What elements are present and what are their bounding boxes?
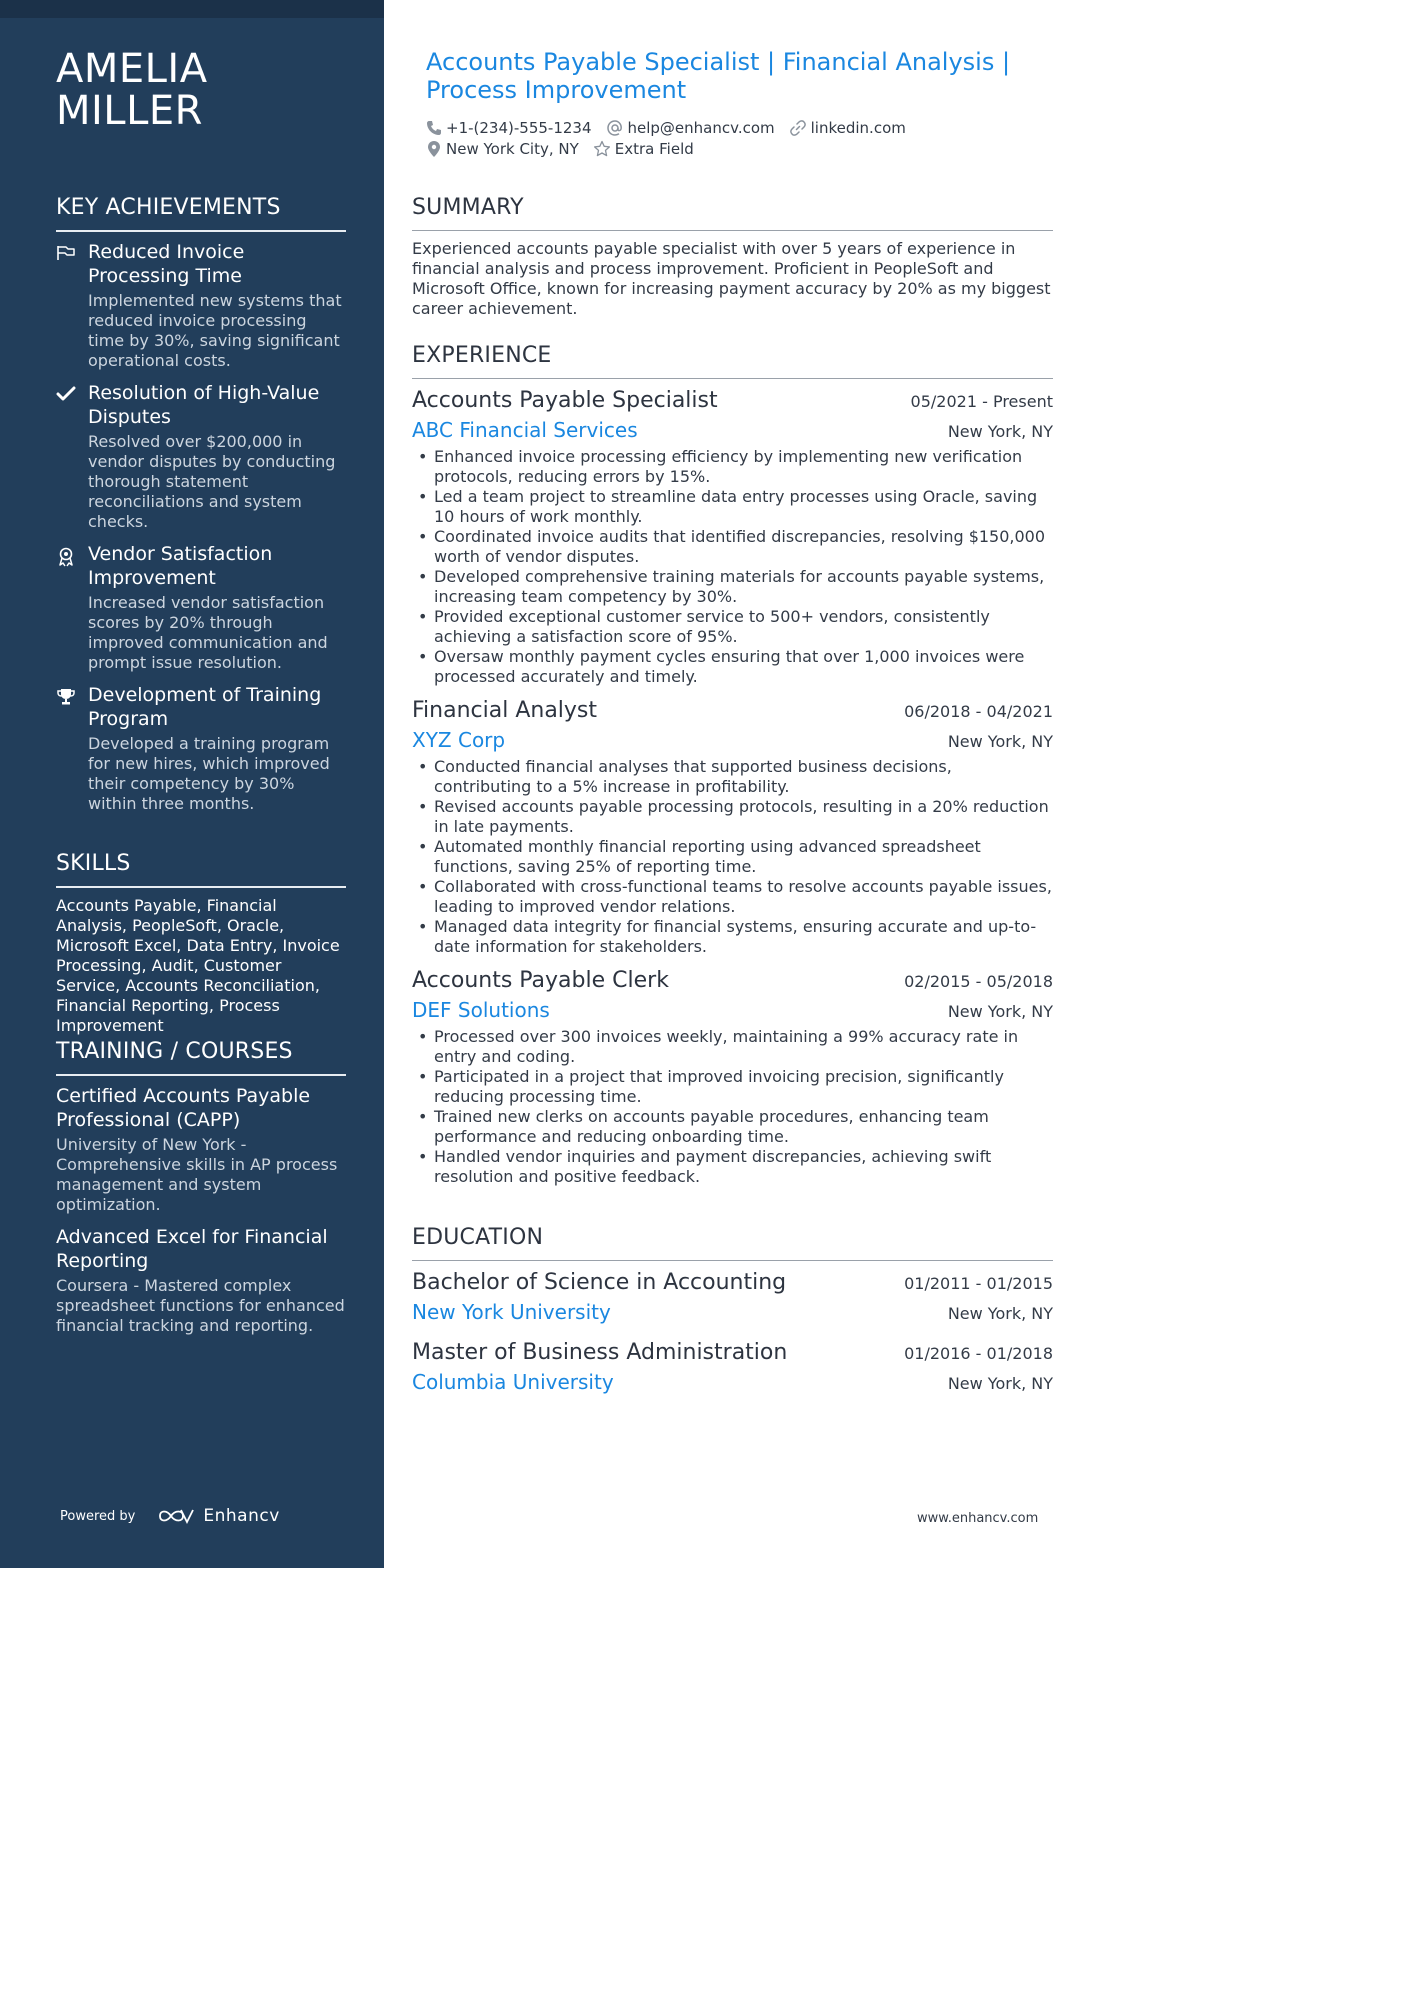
enhancv-logo-icon	[157, 1506, 195, 1526]
summary-text: Experienced accounts payable specialist with over 5 years of experience in financial analysis and process improvement. Proficient in PeopleSoft and Microsoft Office, known for increasing payment accuracy by 20% as my biggest career achievement.	[412, 239, 1051, 318]
job-dates: 05/2021 - Present	[910, 392, 1053, 411]
summary-heading: SUMMARY	[412, 194, 1053, 231]
bullet-item: • Handled vendor inquiries and payment discrepancies, achieving swift resolution and positive feedback.	[412, 1147, 1053, 1187]
education-entry	[412, 1339, 1053, 1395]
phone-contact[interactable]	[426, 119, 592, 137]
company-name: XYZ Corp	[412, 728, 506, 752]
degree-title: Master of Business Administration	[412, 1340, 788, 1365]
training-heading: TRAINING / COURSES	[56, 1038, 346, 1076]
achievement-item	[56, 683, 346, 814]
company-name: DEF Solutions	[412, 998, 550, 1022]
achievement-desc: Increased vendor satisfaction scores by 20% through improved communication and prompt issue resolution.	[88, 593, 328, 672]
bullet-item: • Developed comprehensive training materials for accounts payable systems, increasing team competency by 30%.	[412, 567, 1053, 607]
job-location: New York, NY	[947, 422, 1053, 441]
bullet-item: • Coordinated invoice audits that identified discrepancies, resolving $150,000 worth of vendor disputes.	[412, 527, 1053, 567]
achievement-title: Reduced Invoice Processing Time	[88, 241, 245, 287]
candidate-name	[56, 48, 208, 132]
job-title: Accounts Payable Specialist	[412, 388, 718, 413]
bullet-item: • Revised accounts payable processing protocols, resulting in a 20% reduction in late payments.	[412, 797, 1053, 837]
bullet-item: • Automated monthly financial reporting using advanced spreadsheet functions, saving 25% of reporting time.	[412, 837, 1053, 877]
trophy-icon	[56, 688, 78, 814]
achievement-title: Resolution of High-Value Disputes	[88, 382, 320, 428]
key-achievements-heading: KEY ACHIEVEMENTS	[56, 194, 346, 232]
footer-url[interactable]: www.enhancv.com	[917, 1511, 1039, 1526]
email-contact[interactable]	[606, 119, 775, 137]
email-text: help@enhancv.com	[627, 118, 775, 137]
at-icon	[606, 119, 624, 137]
course-desc: University of New York - Comprehensive skills in AP process management and system optimization.	[56, 1135, 338, 1214]
sidebar	[0, 0, 384, 1568]
flag-icon	[56, 245, 78, 371]
powered-by	[60, 1506, 280, 1526]
education-entry	[412, 1269, 1053, 1325]
bullet-item: • Oversaw monthly payment cycles ensuring that over 1,000 invoices were processed accurately and timely.	[412, 647, 1053, 687]
job-dates: 06/2018 - 04/2021	[904, 702, 1053, 721]
job-title: Financial Analyst	[412, 698, 598, 723]
skills-section	[56, 850, 346, 1036]
achievement-desc: Implemented new systems that reduced invoice processing time by 30%, saving significant operational costs.	[88, 291, 342, 370]
achievement-desc: Resolved over $200,000 in vendor disputes by conducting thorough statement reconciliations and system checks.	[88, 432, 336, 531]
location-pin-icon	[426, 140, 442, 158]
bullet-item: • Provided exceptional customer service to 500+ vendors, consistently achieving a satisfaction score of 95%.	[412, 607, 1053, 647]
job-location: New York, NY	[947, 732, 1053, 751]
bullet-item: • Managed data integrity for financial systems, ensuring accurate and up-to-date information for stakeholders.	[412, 917, 1053, 957]
bullet-item: • Collaborated with cross-functional teams to resolve accounts payable issues, leading to improved vendor relations.	[412, 877, 1053, 917]
job-entry	[412, 967, 1053, 1187]
bullet-item: • Processed over 300 invoices weekly, maintaining a 99% accuracy rate in entry and coding.	[412, 1027, 1053, 1067]
bullet-item: • Led a team project to streamline data entry processes using Oracle, saving 10 hours of work monthly.	[412, 487, 1053, 527]
headline: Accounts Payable Specialist | Financial Analysis | Process Improvement	[426, 48, 1011, 104]
extra-field-text: Extra Field	[614, 139, 694, 158]
sidebar-top-band	[0, 0, 384, 18]
bullet-item: • Enhanced invoice processing efficiency by implementing new verification protocols, reducing errors by 15%.	[412, 447, 1053, 487]
achievement-item	[56, 542, 346, 673]
extra-field-contact	[593, 140, 694, 158]
check-icon	[56, 386, 78, 532]
bullet-item: • Trained new clerks on accounts payable procedures, enhancing team performance and reducing onboarding time.	[412, 1107, 1053, 1147]
location-contact	[426, 140, 579, 158]
degree-title: Bachelor of Science in Accounting	[412, 1270, 787, 1295]
education-heading: EDUCATION	[412, 1224, 1053, 1261]
contact-info	[426, 117, 1046, 159]
bullet-item: • Participated in a project that improved invoicing precision, significantly reducing processing time.	[412, 1067, 1053, 1107]
name-last: MILLER	[56, 88, 203, 134]
linkedin-text: linkedin.com	[810, 118, 906, 137]
job-location: New York, NY	[947, 1002, 1053, 1021]
job-title: Accounts Payable Clerk	[412, 968, 669, 993]
course-title: Advanced Excel for Financial Reporting	[56, 1226, 328, 1272]
name-first: AMELIA	[56, 46, 208, 92]
enhancv-brand-text: Enhancv	[203, 1506, 280, 1526]
education-dates: 01/2016 - 01/2018	[904, 1344, 1053, 1363]
education-section	[412, 1224, 1053, 1409]
phone-icon	[426, 120, 442, 136]
enhancv-logo[interactable]	[157, 1506, 279, 1526]
course-title: Certified Accounts Payable Professional (CAPP)	[56, 1085, 311, 1131]
phone-text: +1-(234)-555-1234	[446, 118, 592, 137]
skills-text: Accounts Payable, Financial Analysis, PeopleSoft, Oracle, Microsoft Excel, Data Entry, Invoice Processing, Audit, Customer Service, Accounts Reconciliation, Financial Reporting, Process Improvement	[56, 896, 340, 1035]
school-name: Columbia University	[412, 1370, 614, 1394]
achievement-item	[56, 381, 346, 532]
education-location: New York, NY	[947, 1304, 1053, 1323]
summary-section	[412, 194, 1053, 319]
location-text: New York City, NY	[446, 139, 579, 158]
experience-section	[412, 342, 1053, 1197]
job-dates: 02/2015 - 05/2018	[904, 972, 1053, 991]
achievement-title: Development of Training Program	[88, 684, 322, 730]
job-bullets	[412, 757, 1053, 957]
job-entry	[412, 387, 1053, 687]
award-icon	[56, 547, 78, 673]
education-dates: 01/2011 - 01/2015	[904, 1274, 1053, 1293]
job-bullets	[412, 1027, 1053, 1187]
achievement-desc: Developed a training program for new hires, which improved their competency by 30% within three months.	[88, 734, 330, 813]
course-item	[56, 1225, 346, 1336]
company-name: ABC Financial Services	[412, 418, 638, 442]
education-location: New York, NY	[947, 1374, 1053, 1393]
experience-heading: EXPERIENCE	[412, 342, 1053, 379]
course-desc: Coursera - Mastered complex spreadsheet functions for enhanced financial tracking and reporting.	[56, 1276, 345, 1335]
link-icon	[789, 119, 807, 137]
school-name: New York University	[412, 1300, 611, 1324]
skills-heading: SKILLS	[56, 850, 346, 888]
bullet-item: • Conducted financial analyses that supported business decisions, contributing to a 5% increase in profitability.	[412, 757, 1053, 797]
star-icon	[593, 140, 611, 158]
course-item	[56, 1084, 346, 1215]
job-entry	[412, 697, 1053, 957]
job-bullets	[412, 447, 1053, 687]
achievement-title: Vendor Satisfaction Improvement	[88, 543, 273, 589]
key-achievements-section	[56, 194, 346, 824]
powered-by-label: Powered by	[60, 1508, 136, 1524]
achievement-item	[56, 240, 346, 371]
training-section	[56, 1038, 346, 1346]
linkedin-contact[interactable]	[789, 119, 906, 137]
